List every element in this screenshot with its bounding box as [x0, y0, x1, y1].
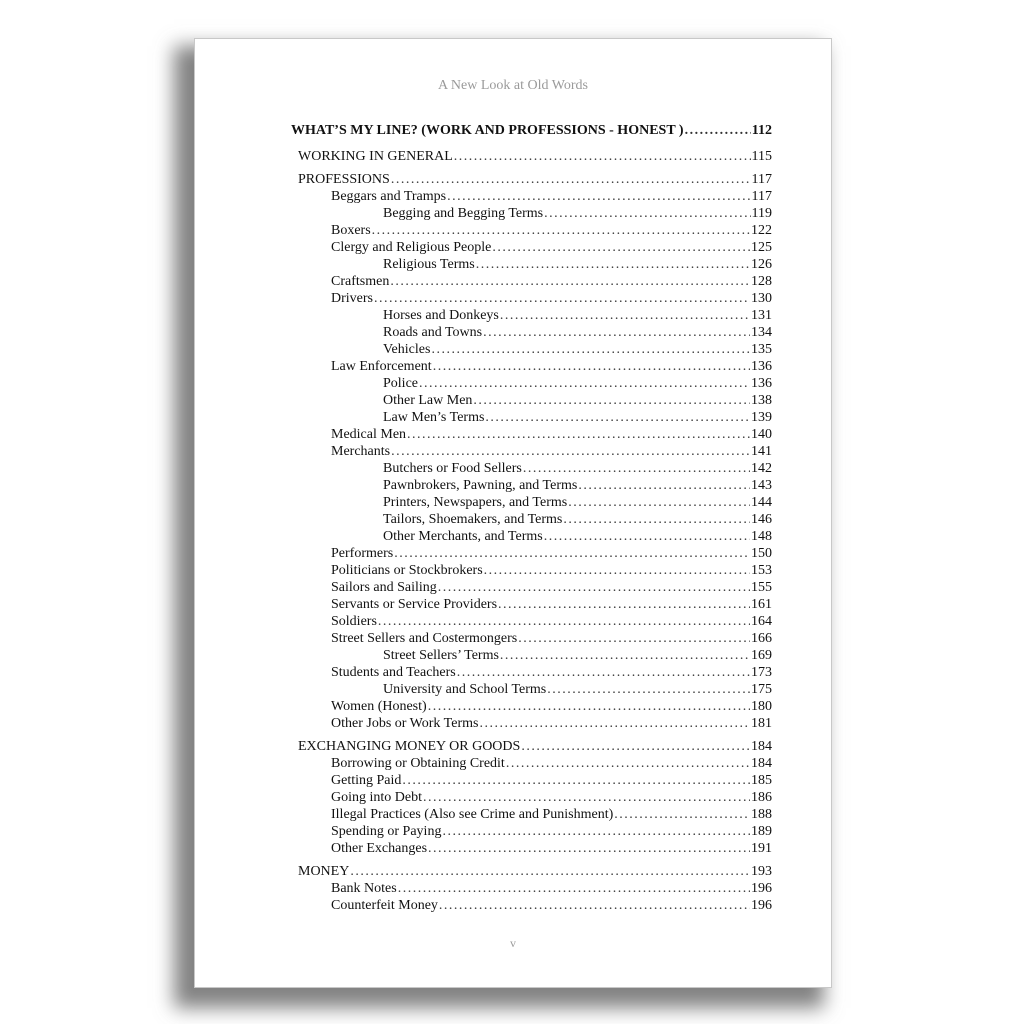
toc-entry-label: Performers — [331, 546, 394, 561]
toc-entry-page: 128 — [751, 274, 772, 289]
toc-entry-label: Merchants — [331, 444, 391, 459]
toc-entry — [291, 863, 772, 880]
toc-entry-page: 138 — [751, 393, 772, 408]
toc-entry — [291, 715, 772, 732]
dot-leader — [523, 460, 750, 477]
toc-entry-page: 117 — [751, 172, 772, 187]
toc-entry-page: 185 — [751, 773, 772, 788]
dot-leader — [398, 880, 750, 897]
toc-entry — [291, 630, 772, 647]
toc-entry-label: Boxers — [331, 223, 371, 238]
dot-leader — [544, 528, 750, 545]
toc-entry-page: 166 — [751, 631, 772, 646]
toc-entry-label: Medical Men — [331, 427, 407, 442]
toc-entry-page: 181 — [751, 716, 772, 731]
toc-entry — [291, 806, 772, 823]
toc-entry-page: 135 — [751, 342, 772, 357]
toc-entry — [291, 494, 772, 511]
toc-entry — [291, 647, 772, 664]
toc-entry-page: 180 — [751, 699, 772, 714]
toc-entry — [291, 443, 772, 460]
toc-entry — [291, 205, 772, 222]
toc-entry-label: Tailors, Shoemakers, and Terms — [383, 512, 563, 527]
toc-entry-page: 191 — [751, 841, 772, 856]
dot-leader — [350, 863, 750, 880]
toc-entry-label: Pawnbrokers, Pawning, and Terms — [383, 478, 578, 493]
toc-entry — [291, 664, 772, 681]
toc-entry-label: Women (Honest) — [331, 699, 427, 714]
dot-leader — [500, 647, 750, 664]
toc-entry — [291, 528, 772, 545]
toc-entry — [291, 358, 772, 375]
toc-entry-page: 115 — [751, 149, 772, 164]
dot-leader — [518, 630, 750, 647]
toc-entry-label: Spending or Paying — [331, 824, 442, 839]
toc-entry-label: PROFESSIONS — [298, 172, 390, 187]
toc-entry-page: 196 — [751, 881, 772, 896]
dot-leader — [391, 443, 750, 460]
toc-entry-label: Begging and Begging Terms — [383, 206, 544, 221]
dot-leader — [614, 806, 750, 823]
toc-entry-page: 144 — [751, 495, 772, 510]
dot-leader — [374, 290, 750, 307]
toc-entry-label: Illegal Practices (Also see Crime and Punishment) — [331, 807, 614, 822]
toc-entry — [291, 307, 772, 324]
toc-entry-label: Craftsmen — [331, 274, 390, 289]
toc-entry — [291, 738, 772, 755]
toc-entry-page: 134 — [751, 325, 772, 340]
dot-leader — [447, 188, 750, 205]
dot-leader — [483, 324, 750, 341]
toc-entry — [291, 823, 772, 840]
dot-leader — [578, 477, 750, 494]
toc-entry — [291, 375, 772, 392]
toc-entry-page: 140 — [751, 427, 772, 442]
toc-entry-label: WHAT’S MY LINE? (WORK AND PROFESSIONS - HONEST ) — [291, 123, 684, 138]
toc-entry-label: Street Sellers and Costermongers — [331, 631, 518, 646]
dot-leader — [479, 715, 750, 732]
toc-entry-label: Other Jobs or Work Terms — [331, 716, 479, 731]
dot-leader — [419, 375, 750, 392]
toc-entry-page: 142 — [751, 461, 772, 476]
dot-leader — [457, 664, 750, 681]
dot-leader — [476, 256, 750, 273]
toc-entry-label: Going into Debt — [331, 790, 422, 805]
toc-entry-label: Other Merchants, and Terms — [383, 529, 543, 544]
toc-entry — [291, 256, 772, 273]
dot-leader — [439, 897, 750, 914]
toc-entry — [291, 324, 772, 341]
page-number: v — [510, 936, 516, 950]
toc-entry-label: Butchers or Food Sellers — [383, 461, 522, 476]
toc-entry-page: 122 — [751, 223, 772, 238]
toc-entry-label: Religious Terms — [383, 257, 475, 272]
toc-entry-label: Beggars and Tramps — [331, 189, 447, 204]
toc-entry-page: 136 — [751, 359, 772, 374]
toc-entry-page: 193 — [751, 864, 772, 879]
dot-leader — [563, 511, 750, 528]
toc-entry — [291, 426, 772, 443]
toc-entry — [291, 148, 772, 165]
toc-entry-label: Servants or Service Providers — [331, 597, 498, 612]
dot-leader — [685, 120, 751, 142]
toc-entry-page: 164 — [751, 614, 772, 629]
dot-leader — [407, 426, 750, 443]
toc-entry-label: Counterfeit Money — [331, 898, 438, 913]
toc-entry-label: Law Men’s Terms — [383, 410, 485, 425]
table-of-contents — [291, 120, 772, 914]
toc-entry — [291, 897, 772, 914]
toc-entry — [291, 840, 772, 857]
toc-entry — [291, 171, 772, 188]
toc-entry — [291, 579, 772, 596]
toc-entry — [291, 562, 772, 579]
toc-entry-page: 175 — [751, 682, 772, 697]
toc-entry-page: 146 — [751, 512, 772, 527]
dot-leader — [544, 205, 750, 222]
toc-entry-label: Soldiers — [331, 614, 377, 629]
toc-entry-page: 125 — [751, 240, 772, 255]
toc-entry-page: 188 — [751, 807, 772, 822]
toc-entry — [291, 755, 772, 772]
toc-entry — [291, 341, 772, 358]
toc-entry-page: 130 — [751, 291, 772, 306]
toc-entry-label: Students and Teachers — [331, 665, 456, 680]
toc-entry-label: Borrowing or Obtaining Credit — [331, 756, 505, 771]
dot-leader — [438, 579, 750, 596]
toc-entry-page: 117 — [751, 189, 772, 204]
toc-entry-label: Law Enforcement — [331, 359, 432, 374]
dot-leader — [498, 596, 750, 613]
dot-leader — [473, 392, 750, 409]
toc-entry — [291, 681, 772, 698]
toc-entry-page: 155 — [751, 580, 772, 595]
toc-entry-label: WORKING IN GENERAL — [298, 149, 453, 164]
toc-entry — [291, 789, 772, 806]
toc-entry-label: MONEY — [298, 864, 350, 879]
toc-entry-page: 169 — [751, 648, 772, 663]
toc-entry-label: Police — [383, 376, 418, 391]
toc-entry-label: Printers, Newspapers, and Terms — [383, 495, 568, 510]
toc-entry-page: 136 — [751, 376, 772, 391]
dot-leader — [568, 494, 750, 511]
toc-entry-label: Drivers — [331, 291, 373, 306]
toc-entry-page: 153 — [751, 563, 772, 578]
toc-entry — [291, 545, 772, 562]
toc-entry-page: 126 — [751, 257, 772, 272]
toc-entry — [291, 477, 772, 494]
toc-entry — [291, 698, 772, 715]
toc-entry-page: 141 — [751, 444, 772, 459]
toc-entry — [291, 222, 772, 239]
toc-entry — [291, 772, 772, 789]
toc-entry-label: University and School Terms — [383, 682, 547, 697]
toc-entry — [291, 290, 772, 307]
toc-entry-label: EXCHANGING MONEY OR GOODS — [298, 739, 521, 754]
dot-leader — [492, 239, 750, 256]
toc-entry — [291, 392, 772, 409]
dot-leader — [378, 613, 750, 630]
dot-leader — [484, 562, 750, 579]
toc-entry — [291, 511, 772, 528]
document-page — [194, 38, 832, 988]
toc-entry — [291, 596, 772, 613]
dot-leader — [391, 171, 751, 188]
toc-entry-page: 112 — [751, 123, 772, 138]
toc-entry-label: Roads and Towns — [383, 325, 483, 340]
dot-leader — [372, 222, 750, 239]
dot-leader — [454, 148, 751, 165]
toc-entry-label: Politicians or Stockbrokers — [331, 563, 483, 578]
dot-leader — [428, 698, 750, 715]
dot-leader — [402, 772, 750, 789]
toc-entry — [291, 880, 772, 897]
toc-entry-page: 184 — [751, 739, 772, 754]
dot-leader — [423, 789, 750, 806]
toc-entry — [291, 120, 772, 142]
toc-entry-page: 131 — [751, 308, 772, 323]
dot-leader — [390, 273, 750, 290]
toc-entry-label: Clergy and Religious People — [331, 240, 492, 255]
running-head: A New Look at Old Words — [438, 78, 588, 93]
dot-leader — [521, 738, 750, 755]
dot-leader — [500, 307, 750, 324]
dot-leader — [428, 840, 750, 857]
toc-entry — [291, 188, 772, 205]
toc-entry-page: 143 — [751, 478, 772, 493]
toc-entry-page: 150 — [751, 546, 772, 561]
toc-entry-page: 196 — [751, 898, 772, 913]
toc-entry-page: 184 — [751, 756, 772, 771]
toc-entry-label: Street Sellers’ Terms — [383, 648, 499, 663]
toc-entry — [291, 239, 772, 256]
toc-entry-page: 139 — [751, 410, 772, 425]
dot-leader — [394, 545, 750, 562]
toc-entry-label: Vehicles — [383, 342, 431, 357]
dot-leader — [431, 341, 750, 358]
toc-entry-page: 119 — [751, 206, 772, 221]
toc-entry-label: Getting Paid — [331, 773, 402, 788]
toc-entry-label: Other Law Men — [383, 393, 473, 408]
dot-leader — [485, 409, 750, 426]
toc-entry-page: 186 — [751, 790, 772, 805]
dot-leader — [506, 755, 750, 772]
toc-entry-label: Other Exchanges — [331, 841, 428, 856]
toc-entry — [291, 273, 772, 290]
toc-entry-page: 173 — [751, 665, 772, 680]
toc-entry-page: 189 — [751, 824, 772, 839]
toc-entry-label: Sailors and Sailing — [331, 580, 437, 595]
toc-entry-page: 161 — [751, 597, 772, 612]
toc-entry-label: Bank Notes — [331, 881, 397, 896]
dot-leader — [547, 681, 750, 698]
dot-leader — [442, 823, 750, 840]
toc-entry-page: 148 — [751, 529, 772, 544]
toc-entry-label: Horses and Donkeys — [383, 308, 499, 323]
toc-entry — [291, 460, 772, 477]
toc-entry — [291, 613, 772, 630]
toc-entry — [291, 409, 772, 426]
dot-leader — [433, 358, 750, 375]
